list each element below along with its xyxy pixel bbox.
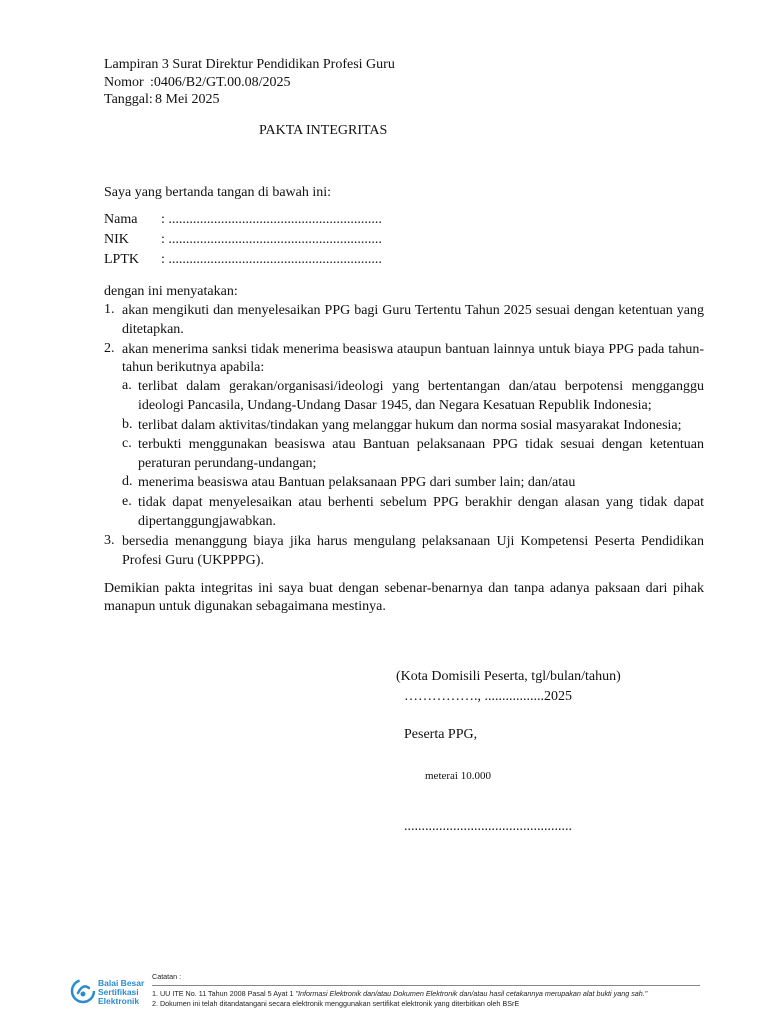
footer-note-1-quote: "Informasi Elektronik dan/atau Dokumen Elektronik dan/atau hasil cetakannya merupakan alat bukti yang sah." [295, 989, 648, 998]
date-label: Tanggal: [104, 92, 153, 107]
subitem-c-line-2: peraturan perundang-undangan; [138, 456, 317, 471]
subitem-letter: c. [122, 436, 132, 451]
field-label-nik: NIK [104, 232, 129, 247]
item-2-line-2: tahun berikutnya apabila: [122, 360, 265, 375]
number-value: :0406/B2/GT.00.08/2025 [150, 75, 291, 90]
document-title: PAKTA INTEGRITAS [259, 123, 388, 138]
bsre-logo-line-3: Elektronik [98, 996, 140, 1006]
place-date: ……………., .................2025 [404, 689, 572, 704]
number-label: Nomor [104, 75, 144, 90]
item-number: 2. [104, 341, 115, 356]
subitem-letter: b. [122, 417, 133, 432]
item-number: 3. [104, 533, 115, 548]
place-date-hint: (Kota Domisili Peserta, tgl/bulan/tahun) [396, 669, 621, 684]
subitem-b-line-1: terlibat dalam aktivitas/tindakan yang melanggar hukum dan norma sosial masyarakat Indonesia; [138, 418, 682, 433]
signer-role: Peserta PPG, [404, 727, 478, 742]
subitem-letter: d. [122, 474, 133, 489]
bsre-logo-icon [70, 978, 96, 1004]
item-2-line-1: akan menerima sanksi tidak menerima beasiswa ataupun bantuan lainnya untuk biaya PPG pada tahun- [122, 342, 704, 357]
subitem-d-line-1: menerima beasiswa atau Bantuan pelaksanaan PPG dari sumber lain; dan/atau [138, 475, 576, 490]
subitem-a-line-2: ideologi Pancasila, Undang-Undang Dasar 1945, dan Negara Kesatuan Republik Indonesia; [138, 398, 652, 413]
bsre-logo-line-2: Sertifikasi [98, 987, 139, 997]
subitem-letter: a. [122, 378, 132, 393]
subitem-letter: e. [122, 494, 132, 509]
closing-line-1: Demikian pakta integritas ini saya buat dengan sebenar-benarnya dan tanpa adanya paksaan dari pihak [104, 581, 704, 596]
footer-note-1-plain: 1. UU ITE No. 11 Tahun 2008 Pasal 5 Ayat 1 [152, 989, 296, 998]
item-3-line-1: bersedia menanggung biaya jika harus mengulang pelaksanaan Uji Kompetensi Peserta Pendidikan [122, 534, 704, 549]
field-value-lptk: : ............................................................. [161, 252, 382, 267]
field-value-nik: : ............................................................. [161, 232, 382, 247]
field-label-name: Nama [104, 212, 138, 227]
field-label-lptk: LPTK [104, 252, 139, 267]
signature-line: ................................................ [404, 819, 572, 834]
date-value: 8 Mei 2025 [155, 92, 220, 107]
notes-label: Catatan : [152, 972, 182, 981]
closing-line-2: manapun untuk digunakan sebagaimana mestinya. [104, 599, 386, 614]
item-1-line-1: akan mengikuti dan menyelesaikan PPG bagi Guru Tertentu Tahun 2025 sesuai dengan ketentuan yang [122, 303, 704, 318]
item-1-line-2: ditetapkan. [122, 322, 184, 337]
attachment-line: Lampiran 3 Surat Direktur Pendidikan Profesi Guru [104, 57, 395, 72]
declare-text: dengan ini menyatakan: [104, 284, 238, 299]
subitem-e-line-1: tidak dapat menyelesaikan atau berhenti sebelum PPG berakhir dengan alasan yang tidak dapat [138, 495, 704, 510]
subitem-a-line-1: terlibat dalam gerakan/organisasi/ideologi yang bertentangan dan/atau berpotensi mengganggu [138, 379, 704, 394]
footer-divider [152, 985, 700, 986]
item-number: 1. [104, 302, 115, 317]
subitem-c-line-1: terbukti menggunakan beasiswa atau Bantuan pelaksanaan PPG tidak sesuai dengan ketentuan [138, 437, 704, 452]
stamp-duty-label: meterai 10.000 [425, 770, 491, 782]
item-3-line-2: Profesi Guru (UKPPPG). [122, 553, 264, 568]
footer-note-1 [152, 989, 647, 999]
bsre-logo-line-1: Balai Besar [98, 978, 145, 988]
subitem-e-line-2: dipertanggungjawabkan. [138, 514, 277, 529]
intro-text: Saya yang bertanda tangan di bawah ini: [104, 185, 332, 200]
footer-note-2: 2. Dokumen ini telah ditandatangani secara elektronik menggunakan sertifikat elektronik yang diterbitkan oleh BSrE [152, 999, 520, 1008]
field-value-name: : ............................................................. [161, 212, 382, 227]
